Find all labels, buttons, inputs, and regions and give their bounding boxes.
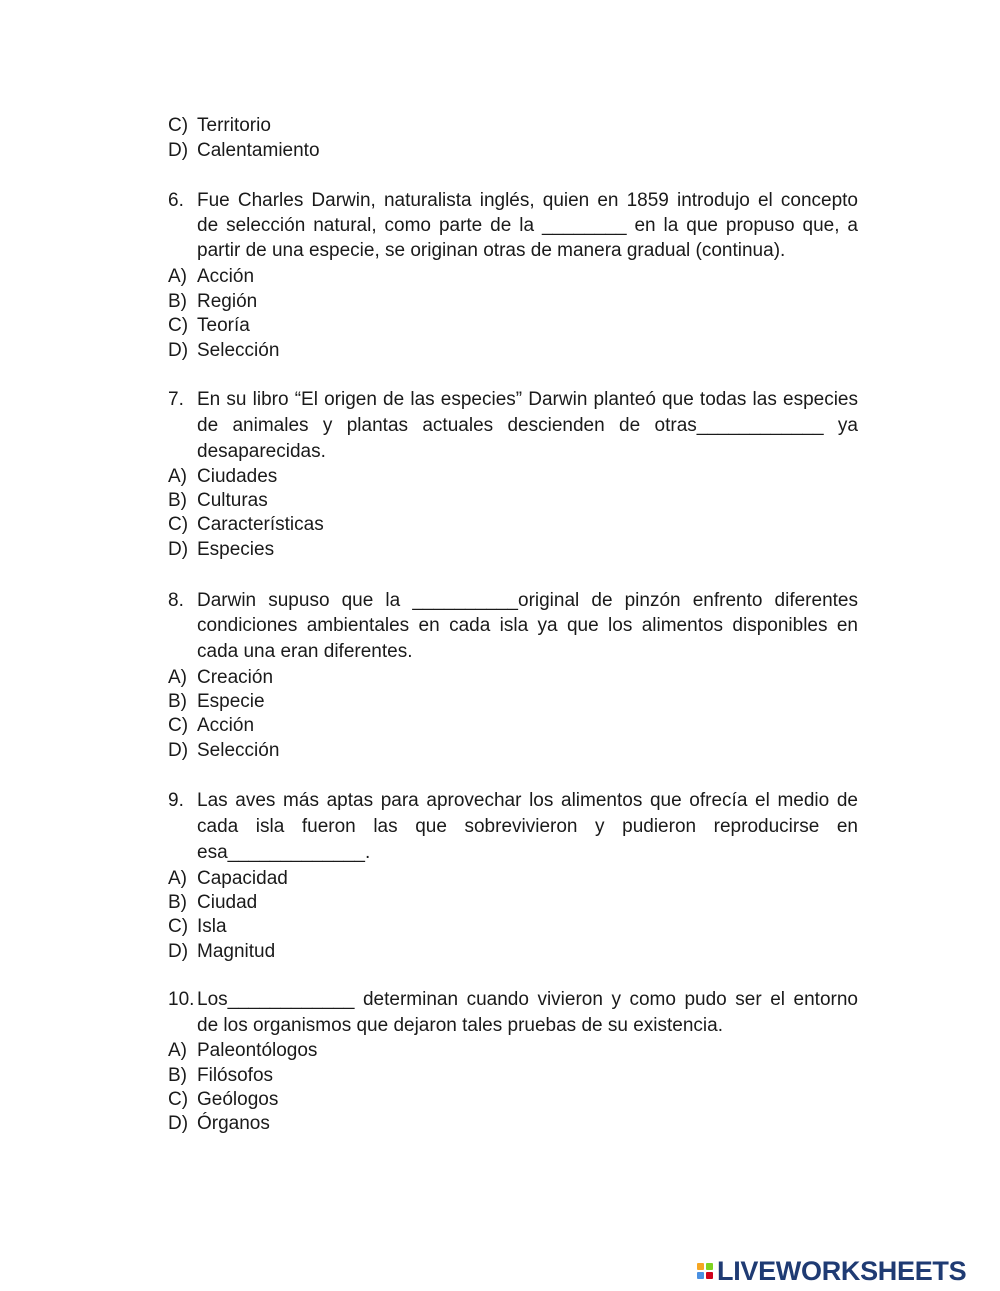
question-number: 7.: [168, 389, 184, 410]
option-letter: C): [168, 115, 189, 136]
question-text: cada una eran diferentes.: [197, 641, 413, 662]
question-number: 10.: [168, 989, 195, 1010]
question-text: condiciones ambientales en cada isla ya que los alimentos disponibles en: [197, 615, 858, 636]
question-number: 9.: [168, 790, 184, 811]
question-text: partir de una especie, se originan otras de manera gradual (continua).: [197, 240, 786, 261]
option-text: Magnitud: [197, 941, 276, 962]
option-text: Selección: [197, 740, 280, 761]
option-letter: B): [168, 490, 187, 511]
question-text: Darwin supuso que la __________original de pinzón enfrento diferentes: [197, 590, 858, 611]
logo-square-4: [706, 1272, 713, 1279]
question-text: de animales y plantas actuales descienden de otras____________ ya: [197, 415, 858, 436]
option-text: Creación: [197, 667, 274, 688]
liveworksheets-logo-icon: [697, 1263, 713, 1279]
option-letter: C): [168, 715, 189, 736]
option-text: Características: [197, 514, 324, 535]
question-number: 8.: [168, 590, 184, 611]
option-letter: B): [168, 691, 187, 712]
option-letter: A): [168, 1040, 187, 1061]
option-letter: B): [168, 1065, 187, 1086]
logo-square-1: [697, 1263, 704, 1270]
option-text: Selección: [197, 340, 280, 361]
option-text: Ciudad: [197, 892, 258, 913]
option-letter: A): [168, 667, 187, 688]
option-text: Capacidad: [197, 868, 288, 889]
option-text: Especies: [197, 539, 275, 560]
option-letter: C): [168, 1089, 189, 1110]
question-text: de los organismos que dejaron tales pruebas de su existencia.: [197, 1015, 723, 1036]
logo-square-2: [706, 1263, 713, 1270]
question-text: cada isla fueron las que sobrevivieron y pudieron reproducirse en: [197, 816, 858, 837]
option-text: Territorio: [197, 115, 271, 136]
option-letter: A): [168, 466, 187, 487]
option-letter: D): [168, 1113, 189, 1134]
option-text: Calentamiento: [197, 140, 320, 161]
option-letter: D): [168, 539, 189, 560]
option-text: Teoría: [197, 315, 250, 336]
question-text: Fue Charles Darwin, naturalista inglés, quien en 1859 introdujo el concepto: [197, 190, 858, 211]
option-letter: A): [168, 868, 187, 889]
option-letter: C): [168, 916, 189, 937]
question-text: de selección natural, como parte de la ________ en la que propuso que, a: [197, 215, 858, 236]
option-text: Geólogos: [197, 1089, 279, 1110]
logo-text: LIVEWORKSHEETS: [717, 1255, 967, 1286]
option-text: Paleontólogos: [197, 1040, 318, 1061]
option-letter: D): [168, 140, 189, 161]
liveworksheets-logo[interactable]: [697, 1257, 966, 1285]
option-text: Órganos: [197, 1113, 270, 1134]
option-letter: B): [168, 291, 187, 312]
option-text: Culturas: [197, 490, 268, 511]
option-letter: B): [168, 892, 187, 913]
option-text: Región: [197, 291, 258, 312]
question-text: desaparecidas.: [197, 441, 326, 462]
question-text: esa_____________.: [197, 842, 371, 863]
option-text: Acción: [197, 266, 255, 287]
logo-square-3: [697, 1272, 704, 1279]
question-text: En su libro “El origen de las especies” Darwin planteó que todas las especies: [197, 389, 858, 410]
question-text: Las aves más aptas para aprovechar los alimentos que ofrecía el medio de: [197, 790, 858, 811]
option-text: Ciudades: [197, 466, 278, 487]
question-number: 6.: [168, 190, 184, 211]
option-text: Acción: [197, 715, 255, 736]
option-text: Filósofos: [197, 1065, 274, 1086]
option-text: Isla: [197, 916, 227, 937]
option-letter: D): [168, 740, 189, 761]
option-letter: C): [168, 315, 189, 336]
option-text: Especie: [197, 691, 265, 712]
question-text: Los____________ determinan cuando vivieron y como pudo ser el entorno: [197, 989, 858, 1010]
option-letter: D): [168, 941, 189, 962]
option-letter: D): [168, 340, 189, 361]
option-letter: A): [168, 266, 187, 287]
option-letter: C): [168, 514, 189, 535]
